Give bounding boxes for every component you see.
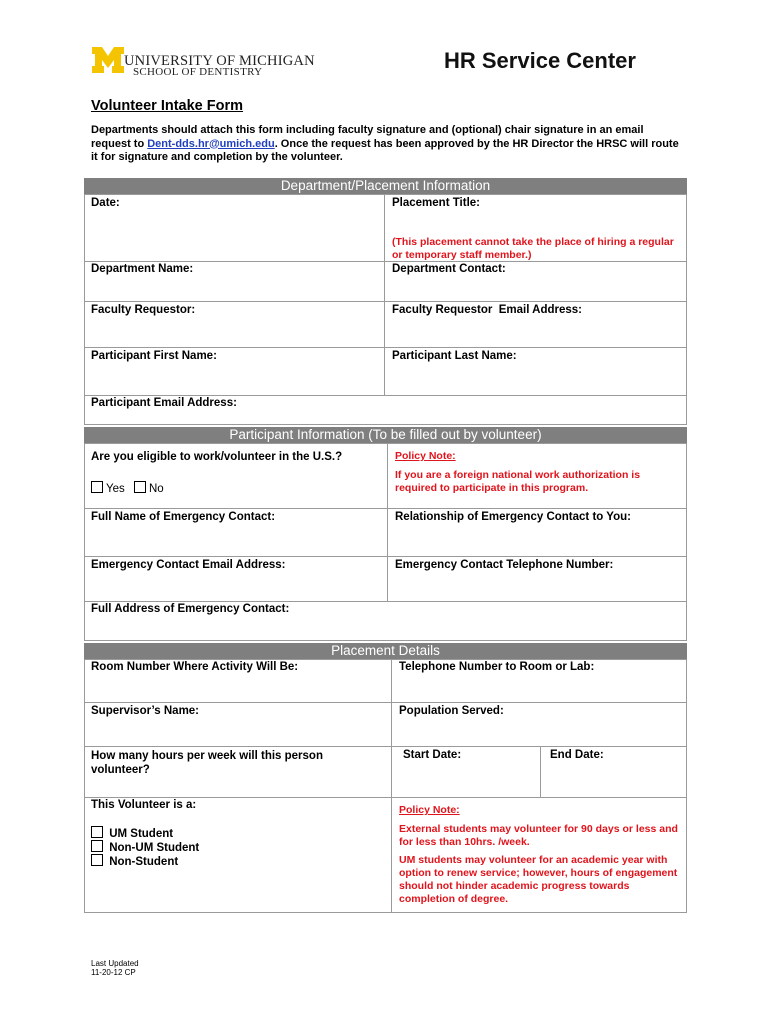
divider	[84, 395, 687, 396]
no-checkbox[interactable]	[134, 481, 146, 493]
volunteer-type-option	[91, 840, 199, 854]
faculty-requestor-field[interactable]: Faculty Requestor:	[91, 304, 196, 316]
start-date-field[interactable]: Start Date:	[403, 749, 462, 761]
participant-first-name-field[interactable]: Participant First Name:	[91, 350, 217, 362]
section-header-placement: Placement Details	[84, 643, 687, 659]
divider	[384, 194, 385, 396]
intro-text-after: . Once the request has been approved by the HR Director the HRSC will route it for signature and completion by the volunteer.	[91, 137, 679, 163]
divider	[84, 347, 687, 348]
footer-last-updated-label: Last Updated	[91, 959, 139, 968]
divider	[84, 301, 687, 302]
divider	[387, 443, 388, 601]
external-student-policy: External students may volunteer for 90 days or less and for less than 10hrs. /week.	[399, 823, 678, 848]
emergency-contact-name-field[interactable]: Full Name of Emergency Contact:	[91, 511, 276, 523]
um-student-checkbox[interactable]	[91, 826, 103, 838]
divider	[540, 746, 541, 797]
policy-note-heading: Policy Note:	[399, 804, 460, 816]
intro-text-before: Departments should attach this form including faculty signature and (optional) chair signature in an email request to	[91, 124, 644, 150]
footer-last-updated-date: 11-20-12 CP	[91, 968, 136, 977]
emergency-contact-relationship-field[interactable]: Relationship of Emergency Contact to You:	[395, 511, 631, 523]
divider	[84, 746, 687, 747]
emergency-contact-address-field[interactable]: Full Address of Emergency Contact:	[91, 603, 290, 615]
um-student-policy: UM students may volunteer for an academic year with option to renew service; however, hours of engagement should not hinder academic progress towards completion of degree.	[399, 854, 678, 905]
no-label: No	[148, 483, 164, 495]
faculty-requestor-email-field[interactable]: Faculty Requestor Email Address:	[392, 304, 583, 316]
volunteer-type-question: This Volunteer is a:	[91, 799, 197, 811]
work-authorization-policy: If you are a foreign national work authorization is required to participate in this program.	[395, 469, 641, 494]
participant-last-name-field[interactable]: Participant Last Name:	[392, 350, 517, 362]
room-number-field[interactable]: Room Number Where Activity Will Be:	[91, 661, 299, 673]
section-header-department: Department/Placement Information	[84, 178, 687, 194]
yes-checkbox[interactable]	[91, 481, 103, 493]
non-student-checkbox[interactable]	[91, 854, 103, 866]
intro-paragraph	[91, 124, 681, 165]
emergency-contact-phone-field[interactable]: Emergency Contact Telephone Number:	[395, 559, 614, 571]
yes-label: Yes	[106, 483, 125, 495]
participant-email-field[interactable]: Participant Email Address:	[91, 397, 237, 409]
eligibility-question: Are you eligible to work/volunteer in the U.S.?	[91, 451, 343, 463]
eligibility-options	[91, 481, 164, 495]
volunteer-type-option	[91, 826, 173, 840]
divider	[84, 702, 687, 703]
placement-title-field[interactable]: Placement Title:	[392, 197, 480, 209]
date-field[interactable]: Date:	[91, 197, 120, 209]
policy-note-heading: Policy Note:	[395, 450, 456, 462]
section-header-participant: Participant Information (To be filled out by volunteer)	[84, 427, 687, 443]
end-date-field[interactable]: End Date:	[550, 749, 604, 761]
divider	[84, 601, 687, 602]
non-um-student-checkbox[interactable]	[91, 840, 103, 852]
university-m-logo	[92, 47, 124, 73]
divider	[84, 556, 687, 557]
supervisor-name-field[interactable]: Supervisor’s Name:	[91, 705, 200, 717]
volunteer-type-option	[91, 854, 178, 868]
department-contact-field[interactable]: Department Contact:	[392, 263, 506, 275]
hours-per-week-field[interactable]: How many hours per week will this person volunteer?	[91, 750, 323, 776]
logo-school-name: SCHOOL OF DENTISTRY	[133, 66, 263, 78]
non-student-label: Non-Student	[109, 856, 179, 868]
form-title: Volunteer Intake Form	[91, 98, 244, 114]
divider	[84, 508, 687, 509]
placement-note: (This placement cannot take the place of hiring a regular or temporary staff member.)	[392, 236, 674, 261]
population-served-field[interactable]: Population Served:	[399, 705, 504, 717]
page-title: HR Service Center	[444, 48, 636, 73]
divider	[84, 797, 687, 798]
logo-university-name: UNIVERSITY OF MICHIGAN	[124, 53, 315, 69]
department-name-field[interactable]: Department Name:	[91, 263, 194, 275]
um-student-label: UM Student	[109, 828, 174, 840]
room-phone-field[interactable]: Telephone Number to Room or Lab:	[399, 661, 595, 673]
emergency-contact-email-field[interactable]: Emergency Contact Email Address:	[91, 559, 286, 571]
divider	[391, 659, 392, 913]
hr-email-link[interactable]: Dent-dds.hr@umich.edu	[147, 137, 275, 150]
non-um-student-label: Non-UM Student	[109, 842, 200, 854]
